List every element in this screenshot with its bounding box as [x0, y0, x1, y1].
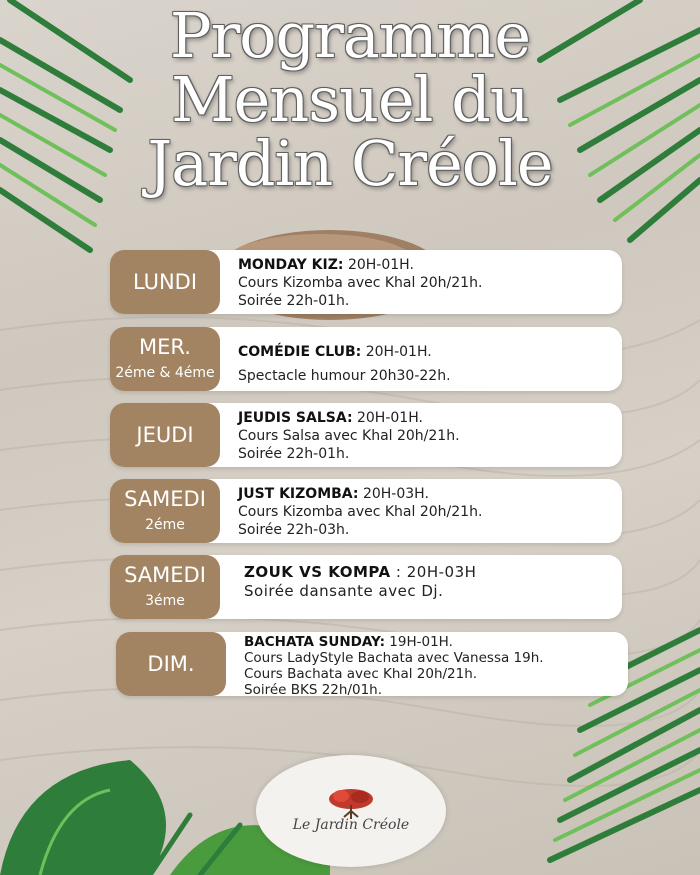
day-subtitle: 2éme — [145, 517, 185, 533]
event-name: JEUDIS SALSA: — [238, 410, 353, 426]
page-title — [0, 0, 700, 200]
event-detail: Soirée dansante avec Dj. — [244, 582, 444, 600]
event-time: 20H-01H. — [352, 410, 423, 426]
event-detail: Cours LadyStyle Bachata avec Vanessa 19h. — [244, 650, 544, 666]
event-detail: Soirée 22h-01h. — [238, 446, 350, 462]
day-badge — [110, 555, 220, 619]
day-badge — [110, 327, 220, 391]
event-name: BACHATA SUNDAY: — [244, 634, 385, 650]
day-name: DIM. — [147, 652, 195, 676]
schedule-row-mercredi — [110, 327, 622, 391]
day-badge — [110, 403, 220, 467]
event-detail: Soirée 22h-03h. — [238, 522, 350, 538]
event-time: : 20H-03H — [390, 563, 477, 581]
event-detail: Soirée 22h-01h. — [238, 293, 350, 309]
schedule-row-samedi-2eme — [110, 479, 622, 543]
day-name: SAMEDI — [124, 487, 206, 511]
event-time: 20H-01H. — [361, 344, 432, 360]
day-name: SAMEDI — [124, 563, 206, 587]
logo — [256, 755, 446, 867]
title-line-3: Jardin Créole — [147, 127, 553, 200]
event-detail: Cours Salsa avec Khal 20h/21h. — [238, 428, 460, 444]
event-time: 19H-01H. — [385, 634, 453, 650]
flamboyant-tree-icon — [326, 787, 376, 819]
event-time: 20H-01H. — [343, 257, 414, 273]
schedule-row-samedi-3eme — [110, 555, 622, 619]
event-name: JUST KIZOMBA: — [238, 486, 359, 502]
logo-text: Le Jardin Créole — [292, 817, 410, 833]
day-badge — [110, 250, 220, 314]
schedule-row-dimanche — [116, 632, 628, 696]
event-detail: Spectacle humour 20h30-22h. — [238, 368, 451, 384]
day-name: MER. — [139, 335, 191, 359]
event-detail: Soirée BKS 22h/01h. — [244, 682, 383, 698]
day-subtitle: 3éme — [145, 593, 185, 609]
event-name: MONDAY KIZ: — [238, 257, 344, 273]
schedule-row-jeudi — [110, 403, 622, 467]
title-line-2: Mensuel du — [171, 63, 529, 136]
event-detail: Cours Kizomba avec Khal 20h/21h. — [238, 504, 483, 520]
event-name: COMÉDIE CLUB: — [238, 344, 362, 360]
title-line-1: Programme — [169, 0, 531, 72]
day-name: JEUDI — [136, 423, 194, 447]
event-detail: Cours Kizomba avec Khal 20h/21h. — [238, 275, 483, 291]
event-detail: Cours Bachata avec Khal 20h/21h. — [244, 666, 478, 682]
day-subtitle: 2éme & 4éme — [115, 365, 215, 381]
day-badge — [116, 632, 226, 696]
event-time: 20H-03H. — [358, 486, 429, 502]
event-name: ZOUK VS KOMPA — [244, 563, 391, 581]
schedule-row-lundi — [110, 250, 622, 314]
day-name: LUNDI — [132, 270, 198, 294]
day-badge — [110, 479, 220, 543]
